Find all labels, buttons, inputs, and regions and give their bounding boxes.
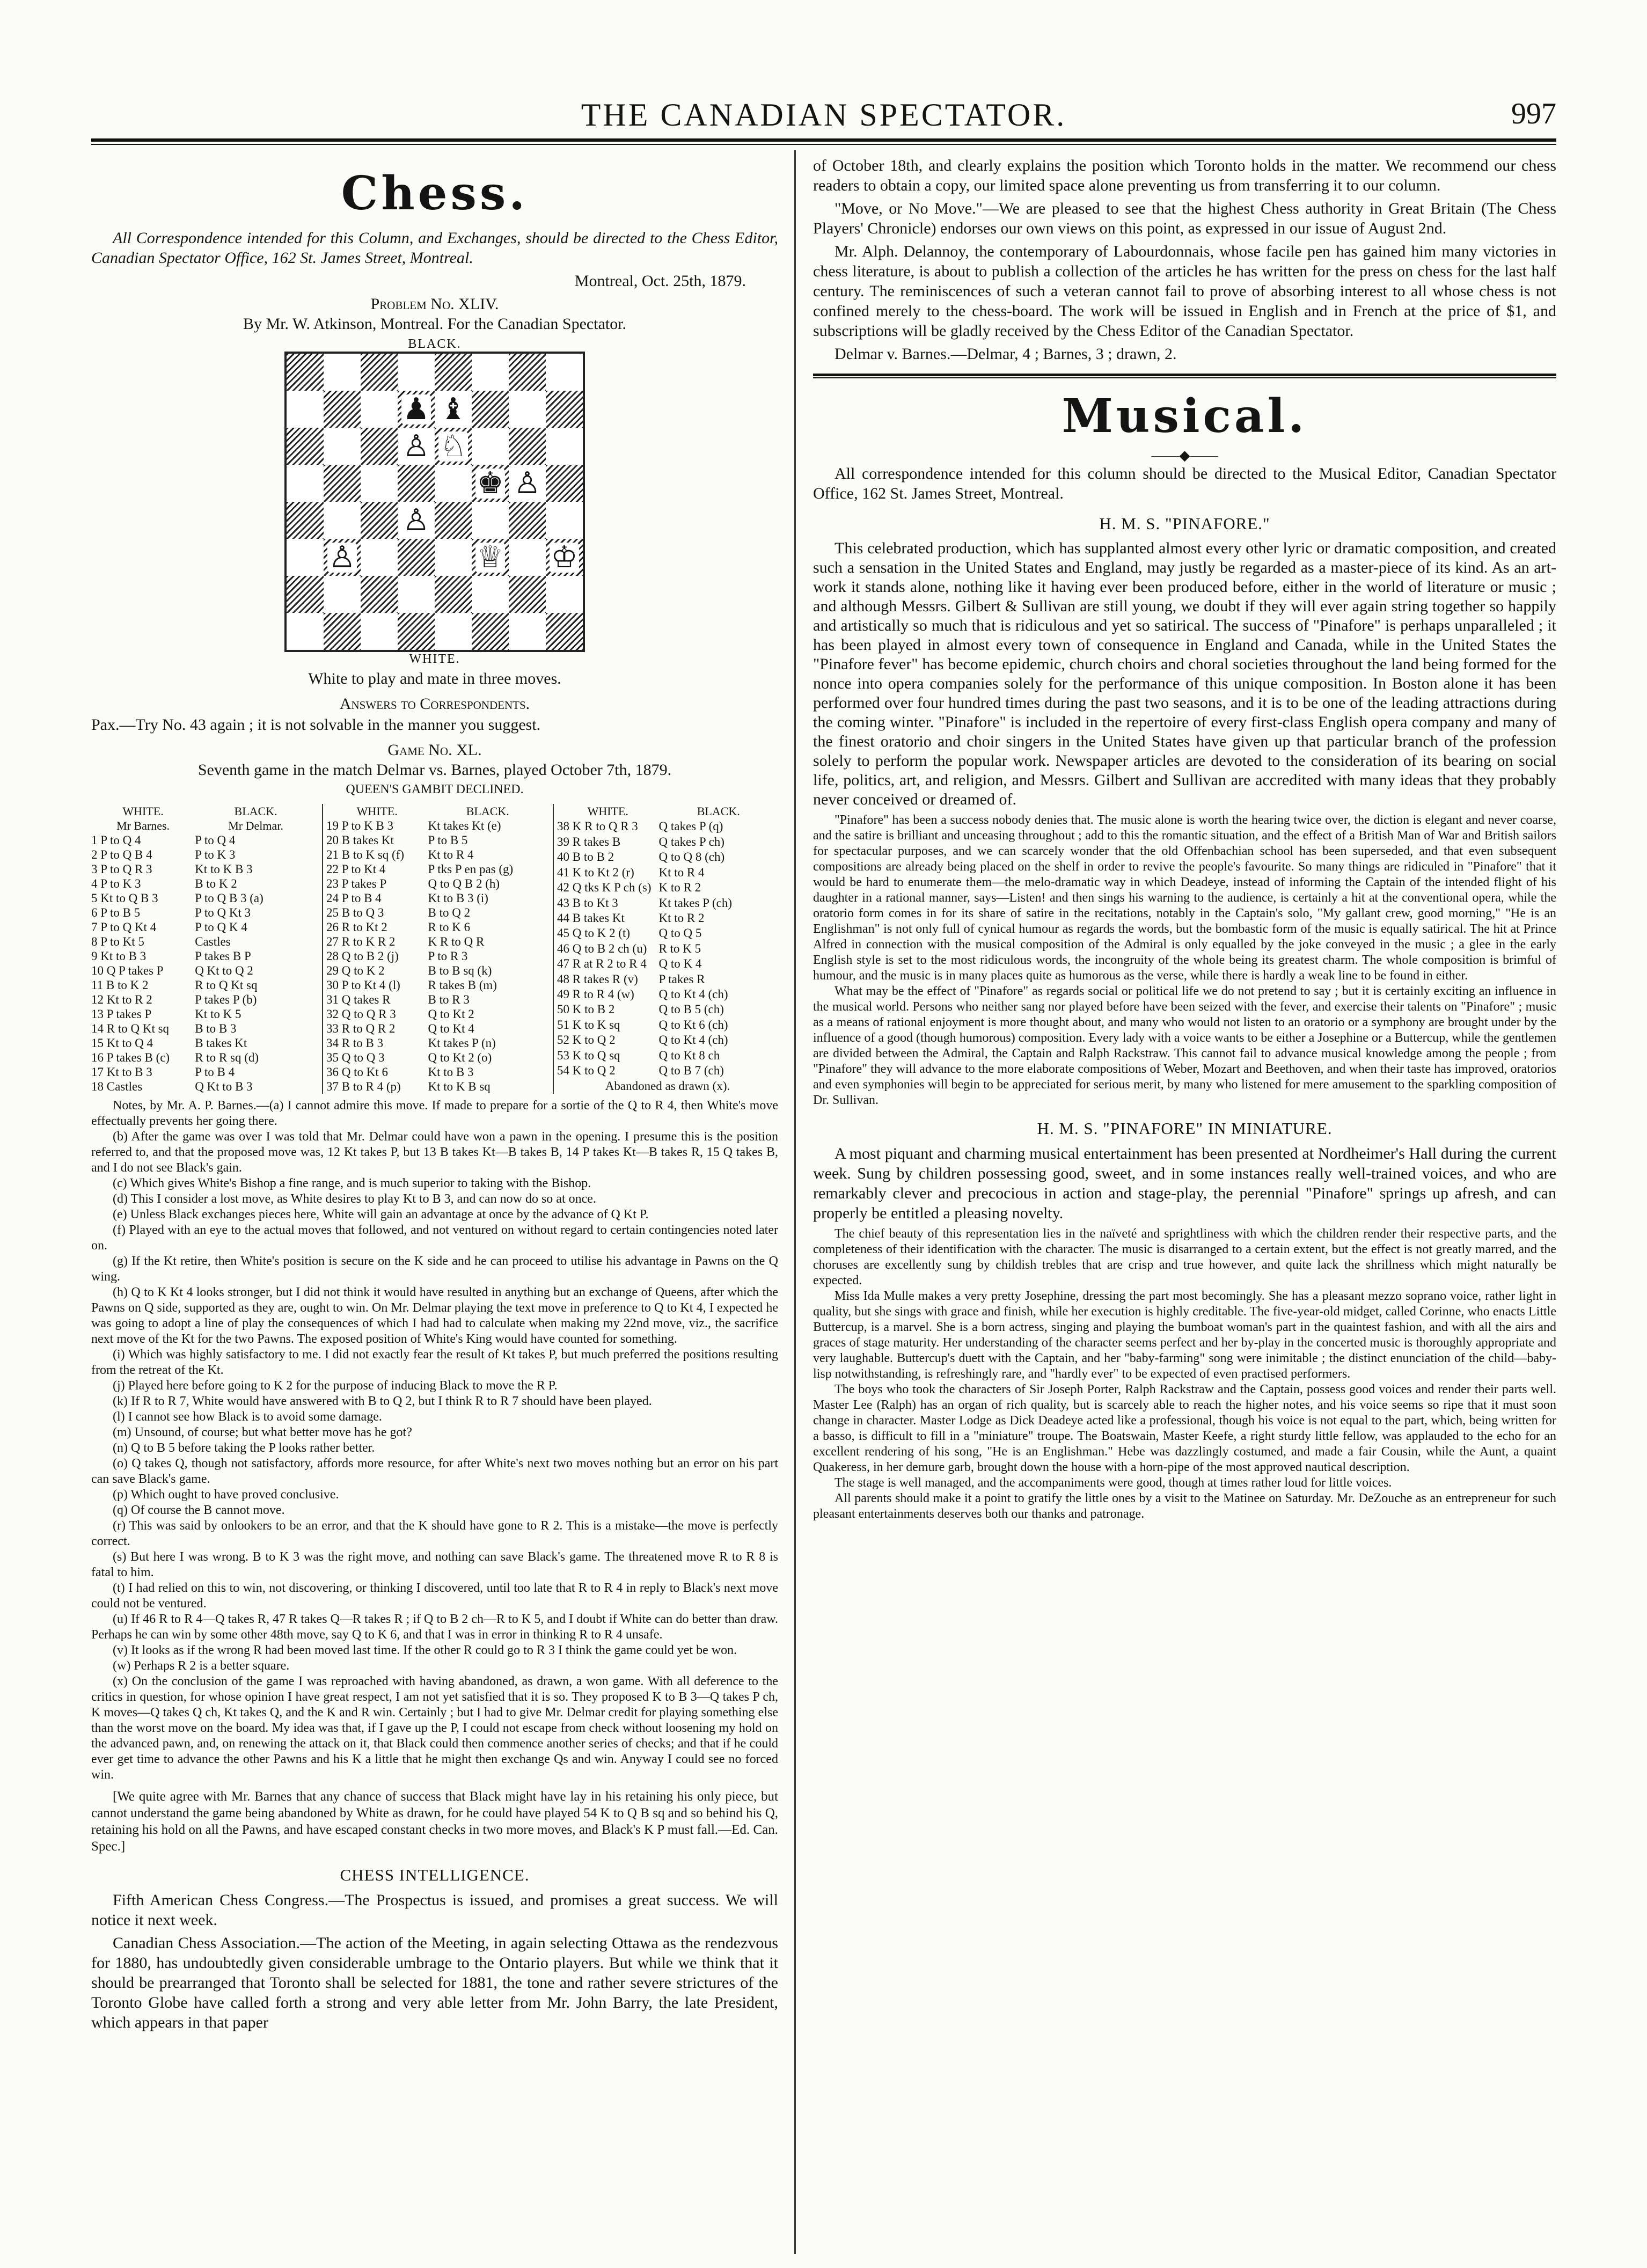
board-square [361,502,398,539]
black-move: Q to Kt 4 (ch) [658,987,728,1001]
white-move: 25 B to Q 3 [326,906,384,919]
board-square [472,354,509,391]
black-move: Q to K 4 [658,957,702,971]
board-label-black: BLACK. [408,337,462,351]
white-move: 46 Q to B 2 ch (u) [557,941,647,955]
white-player: Mr Barnes. [116,819,170,832]
black-move: P to B 4 [195,1065,235,1079]
board-square [546,391,583,428]
white-move: 42 Q tks K P ch (s) [557,881,652,895]
black-move: Kt to K B sq [428,1080,491,1093]
board-square [398,428,435,465]
white-move: 54 K to Q 2 [557,1064,616,1078]
black-move: Q takes P (q) [658,820,723,833]
white-move: 53 K to Q sq [557,1048,620,1062]
intelligence-paragraph-2: Canadian Chess Association.—The action of the Meeting, in again selecting Ottawa as the rendezvous for 1880, has undoubtedly given considerable umbrage to the Ontario players. But while we think that it should be prearranged that Toronto shall be selected for 1881, the tone and rather severe strictures of the Toronto Globe have called forth a strong and very able letter from Mr. John Barry, the late President, which appears in that paper [91,1934,778,2031]
black-move: Castles [195,935,231,948]
white-move: 28 Q to B 2 (j) [326,949,399,963]
board-square [324,428,361,465]
white-move: 2 P to Q B 4 [91,848,152,861]
white-move: 20 B takes Kt [326,833,394,847]
board-square [398,576,435,613]
game-note: (o) Q takes Q, though not satisfactory, affords more resource, for after White's next two moves nothing but an error on his part can save Black's game. [91,1457,778,1486]
game-note: Notes, by Mr. A. P. Barnes.—(a) I cannot admire this move. If made to prepare for a sortie of the Q to R 4, then White's move effectually prevents her going there. [91,1099,778,1128]
match-score: Delmar v. Barnes.—Delmar, 4 ; Barnes, 3 ; drawn, 2. [835,345,1177,363]
white-move: 7 P to Q Kt 4 [91,920,157,934]
miniature-heading: H. M. S. "PINAFORE" IN MINIATURE. [1037,1119,1333,1138]
game-note: (j) Played here before going to K 2 for the purpose of inducing Black to move the R P. [113,1379,558,1393]
white-move: 26 R to Kt 2 [326,920,387,934]
answers-text: Pax.—Try No. 43 again ; it is not solvable in the manner you suggest. [91,716,541,734]
board-square [287,576,324,613]
white-move: 18 Castles [91,1080,143,1093]
board-square [435,428,472,465]
black-move: P tks P en pas (g) [428,862,514,876]
board-square [509,465,546,502]
white-move: 30 P to Kt 4 (l) [326,978,400,992]
white-move: 32 Q to Q R 3 [326,1007,396,1021]
board-square [361,613,398,650]
board-square [287,391,324,428]
white-move: 24 P to B 4 [326,891,382,905]
game-note: (w) Perhaps R 2 is a better square. [113,1659,290,1673]
white-header: WHITE. [587,804,628,818]
white-move: 21 B to K sq (f) [326,848,405,861]
black-move: B to R 3 [428,993,470,1006]
game-note: (r) This was said by onlookers to be an error, and that the K should have gone to R 2. This is a mistake—the move is perfectly correct. [91,1519,778,1548]
white-move: 14 R to Q Kt sq [91,1022,170,1035]
board-square [287,539,324,576]
black-move: P takes P (b) [195,993,257,1006]
problem-author: By Mr. W. Atkinson, Montreal. For the Canadian Spectator. [243,315,627,333]
board-square [509,576,546,613]
white-move: 13 P takes P [91,1007,152,1021]
chess-board [284,352,585,652]
chess-piece-icon: ♙ [402,429,430,463]
white-move: 16 P takes B (c) [91,1051,170,1064]
black-move: R to R sq (d) [195,1051,259,1064]
board-square [361,354,398,391]
board-square [398,539,435,576]
board-square [435,613,472,650]
board-square [398,613,435,650]
white-move: 35 Q to Q 3 [326,1051,385,1064]
masthead [91,97,1556,134]
pinafore-heading: H. M. S. "PINAFORE." [1099,514,1270,533]
board-square [546,465,583,502]
board-square [324,502,361,539]
board-square [509,502,546,539]
board-square [398,391,435,428]
white-move: 29 Q to K 2 [326,964,385,977]
white-move: 34 R to B 3 [326,1036,384,1050]
black-move: P to Q Kt 3 [195,906,251,919]
game-note: (v) It looks as if the wrong R had been moved last time. If the other R could go to R 3 I think the game could yet be won. [113,1643,737,1657]
white-move: 9 Kt to B 3 [91,949,147,963]
white-move: 47 R at R 2 to R 4 [557,957,647,971]
black-move: Kt to K B 3 [195,862,253,876]
game-score-column [322,804,547,1094]
board-square [435,391,472,428]
board-square [398,354,435,391]
chess-piece-icon: ♙ [328,540,356,574]
masthead-rule-thin [91,144,1556,145]
board-square [287,613,324,650]
problem-caption: White to play and mate in three moves. [308,670,561,687]
board-square [472,428,509,465]
white-move: 6 P to B 5 [91,906,141,919]
delannoy-paragraph: Mr. Alph. Delannoy, the contemporary of Labourdonnais, whose facile pen has gained him many victories in chess literature, is about to publish a collection of the articles he has written for the press on chess for the last half century. The reminiscences of such a veteran cannot fail to prove of absorbing interest to all whose chess is not confined merely to the chess-board. The work will be issued in English and in French at the price of $1, and subscriptions will be gladly received by the Chess Editor of the Canadian Spectator. [813,243,1556,340]
white-move: 38 K R to Q R 3 [557,820,638,833]
white-move: 41 K to Kt 2 (r) [557,865,634,879]
game-note: (g) If the Kt retire, then White's position is secure on the K side and he can proceed to utilise his advantage in Pawns on the Q wing. [91,1254,778,1284]
ornament-icon: ——◆—— [1151,448,1218,463]
board-square [546,613,583,650]
white-move: 11 B to K 2 [91,978,149,992]
game-subtitle: Seventh game in the match Delmar vs. Barnes, played October 7th, 1879. [197,761,672,779]
board-square [324,465,361,502]
chess-dateline: Montreal, Oct. 25th, 1879. [574,272,746,290]
white-move: 1 P to Q 4 [91,833,141,847]
white-move: 15 Kt to Q 4 [91,1036,153,1050]
board-square [361,539,398,576]
white-move: 22 P to Kt 4 [326,862,386,876]
chess-piece-icon: ♕ [477,540,504,574]
game-note: (d) This I consider a lost move, as White desires to play Kt to B 3, and can now do so at once. [113,1192,596,1206]
white-header: WHITE. [122,804,164,818]
board-square [435,354,472,391]
game-note: (s) But here I was wrong. B to K 3 was the right move, and nothing can save Black's game. The threatened move R to R 8 is fatal to him. [91,1550,778,1579]
black-move: Q to Q 5 [658,926,702,940]
board-square [472,613,509,650]
white-move: 17 Kt to B 3 [91,1065,152,1079]
game-note: (m) Unsound, of course; but what better move has he got? [113,1425,412,1439]
chess-piece-icon: ♟ [402,392,430,426]
chess-continuation: of October 18th, and clearly explains the position which Toronto holds in the matter. We recommend our chess readers to obtain a copy, our limited space alone preventing us from transferring it to our column. [813,157,1556,194]
black-move: Q Kt to Q 2 [195,964,253,977]
game-notes [91,1098,778,1783]
board-square [398,502,435,539]
white-move: 19 P to K B 3 [326,819,394,832]
black-move: Q to Q B 2 (h) [428,877,500,890]
board-square [435,539,472,576]
game-note: (i) Which was highly satisfactory to me. I did not exactly fear the result of Kt takes P, but much preferred the positions resulting from the retreat of the Kt. [91,1348,778,1377]
board-square [509,539,546,576]
black-move: B takes Kt [195,1036,247,1050]
black-move: B to Q 2 [428,906,471,919]
black-move: P to B 5 [428,833,468,847]
miniature-paragraph-1: A most piquant and charming musical entertainment has been presented at Nordheimer's Hall during the current week. Sung by children possessing good, sweet, and in some instances really well-trained voices, and who are remarkably clever and precocious in action and stage-play, the perennial "Pinafore" springs up afresh, and can properly be entitled a pleasing novelty. [813,1145,1556,1222]
board-label-white: WHITE. [409,652,460,666]
chess-column [91,156,778,2036]
game-score-column [553,804,778,1094]
board-square [324,539,361,576]
board-square [361,465,398,502]
white-move: 37 B to R 4 (p) [326,1080,401,1093]
chess-piece-icon: ♙ [402,503,430,537]
chess-intelligence-heading: CHESS INTELLIGENCE. [340,1865,530,1884]
miniature-paragraph-3: Miss Ida Mulle makes a very pretty Josephine, dressing the part most becomingly. She has a pleasant mezzo soprano voice, rather light in quality, but she sings with grace and finish, while her execution is highly creditable. The five-year-old midget, called Corinne, who enacts Little Buttercup, is a marvel. She is a born actress, singing and playing the bumboat woman's part in the quaintest fashion, and with all the airs and graces of stage maturity. Her understanding of the character seems perfect and her by-play in the concerted music is thoroughly appropriate and very laughable. Buttercup's duett with the Captain, and her "baby-farming" song were inimitable ; the distinct enunciation of the child—baby-lisp notwithstanding, is refreshingly rare, and "hardly ever" to be expected of even practised performers. [813,1289,1556,1381]
game-note: (k) If R to R 7, White would have answered with B to Q 2, but I think R to R 7 should have been played. [113,1394,652,1408]
column-divider [794,150,796,2254]
pinafore-paragraph-1: This celebrated production, which has supplanted almost every other lyric or dramatic composition, and created such a sensation in the United States and England, may justly be regarded as a master-piece of its kind. As an art-work it stands alone, nothing like it having ever been produced before, either in the world of literature or music ; and although Messrs. Gilbert & Sullivan are still young, we doubt if they will ever again string together so happily and artistically so much that is ridiculous and yet so satirical. The success of "Pinafore" is perhaps unparalleled ; it has been played in almost every town of consequence in England and Canada, while in the United States the "Pinafore fever" has become epidemic, church choirs and choral societies throughout the land being formed for the nonce into opera companies solely for the performance of this unique composition. In Boston alone it has been performed over four hundred times during the past two seasons, and it is to be one of the leading attractions during the coming winter. "Pinafore" is included in the repertoire of every first-class English opera company and many of the finest oratorio and choir singers in the United States have given up that particular branch of the profession solely to perform the popular work. Newspaper articles are devoted to the consideration of its bearing on social life, politics, art, and religion, and Messrs. Gilbert and Sullivan are accredited with many ideas that they probably never conceived or dreamed of. [813,539,1556,808]
black-move: B to K 2 [195,877,237,890]
board-square [324,354,361,391]
board-square [546,502,583,539]
game-note: (b) After the game was over I was told that Mr. Delmar could have won a pawn in the opening. I presume this is the position referred to, and that the proposed move was, 12 Kt takes P, but 13 B takes Kt—B takes B, 14 P takes Kt—B takes R, 15 Q takes B, and I do not see Black's gain. [91,1130,778,1175]
black-move: Q to Kt 6 (ch) [658,1018,728,1031]
black-move: Q to B 7 (ch) [658,1064,724,1078]
black-move: Q to Kt 4 (ch) [658,1033,728,1047]
board-square [324,613,361,650]
black-move: Kt takes Kt (e) [428,819,501,832]
white-header: WHITE. [356,804,398,818]
black-move: Kt to B 3 (i) [428,891,488,905]
game-note: (q) Of course the B cannot move. [113,1503,285,1517]
chess-heading: Chess. [341,166,529,221]
game-note: (e) Unless Black exchanges pieces here, White will gain an advantage at once by the advance of Q Kt P. [113,1208,649,1221]
white-move: 45 Q to K 2 (t) [557,926,631,940]
miniature-paragraph-6: All parents should make it a point to gratify the little ones by a visit to the Matinee on Saturday. Mr. DeZouche as an entrepreneur for such pleasant entertainments deserves both our thanks and patronage. [813,1491,1556,1521]
black-move: Q takes P ch) [658,835,724,848]
masthead-rule [91,138,1556,142]
board-square [472,576,509,613]
board-square [509,391,546,428]
black-player: Mr Delmar. [228,819,283,832]
problem-title: Problem No. XLIV. [370,295,499,313]
white-move: 52 K to Q 2 [557,1033,616,1047]
game-result: Abandoned as drawn (x). [605,1079,730,1093]
black-move: K R to Q R [428,935,485,948]
musical-heading: Musical. [1062,389,1308,443]
miniature-paragraph-5: The stage is well managed, and the accompaniments were good, though at times rather loud for little voices. [835,1476,1392,1490]
board-square [287,428,324,465]
miniature-paragraph-2: The chief beauty of this representation lies in the naïveté and sprightliness with which the children render their respective parts, and the completeness of their identification with the character. The music is disarranged to a certain extent, but the effect is not greatly marred, and the choruses are excellently sung by childish trebles that are crisp and true however, and quite lack the shrillness which might naturally be expected. [813,1227,1556,1287]
chess-piece-icon: ♘ [440,429,467,463]
miniature-paragraph-4: The boys who took the characters of Sir Joseph Porter, Ralph Rackstraw and the Captain, possess good voices and render their parts well. Master Lee (Ralph) has an organ of rich quality, but is scarcely able to reach the higher notes, and his voice seems so ripe that it must soon change in character. Master Lodge as Dick Deadeye acted like a professional, though his voice is not equal to the part, which, being written for a basso, is difficult to fill in a "miniature" troupe. The Boatswain, Master Keefe, a right sturdy little fellow, was applauded to the echo for an excellent rendering of his song, "He is an Englishman." Hebe was dazzlingly costumed, and made a fair Cousin, while the Aunt, a quaint Quakeress, in her demure garb, brought down the house with a horn-pipe of the most approved nautical description. [813,1382,1556,1474]
black-move: Kt to R 4 [658,865,705,879]
black-move: R to K 6 [428,920,471,934]
game-note: (c) Which gives White's Bishop a fine range, and is much superior to taking with the Bishop. [113,1176,591,1190]
move-or-no-move-paragraph: "Move, or No Move."—We are pleased to see that the highest Chess authority in Great Britain (The Chess Players' Chronicle) endorses our own views on this point, as expressed in our issue of August 2nd. [813,200,1556,237]
chess-piece-icon: ♙ [514,466,541,500]
black-header: BLACK. [697,804,740,818]
black-move: P takes B P [195,949,251,963]
board-square [509,428,546,465]
black-move: B to B sq (k) [428,964,492,977]
board-square [509,613,546,650]
board-square [435,465,472,502]
white-move: 40 B to B 2 [557,850,614,864]
black-move: Kt to K 5 [195,1007,241,1021]
black-move: Q Kt to B 3 [195,1080,253,1093]
black-move: Q to Kt 2 [428,1007,474,1021]
board-square [472,391,509,428]
board-square [324,391,361,428]
white-move: 5 Kt to Q B 3 [91,891,158,905]
board-square [361,428,398,465]
black-move: B to B 3 [195,1022,237,1035]
chess-correspondence-note: All Correspondence intended for this Column, and Exchanges, should be directed to the Chess Editor, Canadian Spectator Office, 162 St. James Street, Montreal. [91,229,778,267]
white-move: 8 P to Kt 5 [91,935,144,948]
white-move: 49 R to R 4 (w) [557,987,634,1001]
board-square [287,354,324,391]
editor-note: [We quite agree with Mr. Barnes that any chance of success that Black might have lay in his retaining his only piece, but cannot understand the game being abandoned by White as drawn, for he could have played 54 K to Q B sq and so behind his Q, retaining his hold on all the Pawns, and have escaped constant checks in two more moves, and Black's K P must fall.—Ed. Can. Spec.] [91,1789,778,1854]
black-move: P takes R [658,972,705,986]
board-square [472,539,509,576]
board-square [435,502,472,539]
board-square [546,354,583,391]
black-move: Q to Kt 8 ch [658,1048,720,1062]
black-move: Q to Q 8 (ch) [658,850,725,864]
white-move: 23 P takes P [326,877,387,890]
white-move: 50 K to B 2 [557,1003,615,1016]
black-move: Kt to R 2 [658,911,705,925]
black-move: P to R 3 [428,949,468,963]
answers-heading: Answers to Correspondents. [339,695,530,713]
white-move: 43 B to Kt 3 [557,896,618,910]
game-note: (n) Q to B 5 before taking the P looks rather better. [113,1441,375,1455]
chess-piece-icon: ♚ [477,466,504,500]
black-move: Q to Kt 2 (o) [428,1051,492,1064]
game-title: Game No. XL. [387,741,482,759]
black-move: R to Q Kt sq [195,978,258,992]
black-move: P to Q 4 [195,833,236,847]
board-square [546,428,583,465]
game-note: (t) I had relied on this to win, not discovering, or thinking I discovered, until too late that R to R 4 in reply to Black's next move could not be ventured. [91,1581,778,1611]
section-rule [813,374,1556,376]
black-move: Kt takes P (n) [428,1036,496,1050]
white-move: 4 P to K 3 [91,877,141,890]
chess-piece-icon: ♔ [551,540,578,574]
white-move: 44 B takes Kt [557,911,625,925]
black-move: P to K 3 [195,848,236,861]
board-square [398,465,435,502]
black-move: Kt to R 4 [428,848,474,861]
board-square [287,502,324,539]
white-move: 36 Q to Kt 6 [326,1065,388,1079]
board-square [435,576,472,613]
newspaper-title: THE CANADIAN SPECTATOR. [581,97,1067,133]
black-move: R takes B (m) [428,978,497,992]
game-note: (f) Played with an eye to the actual moves that followed, and not ventured on without regard to certain contingencies noted later on. [91,1223,778,1253]
white-move: 31 Q takes R [326,993,391,1006]
black-move: Q to Kt 4 [428,1022,474,1035]
section-rule-thin [813,377,1556,378]
black-move: P to Q K 4 [195,920,247,934]
game-note: (h) Q to K Kt 4 looks stronger, but I did not think it would have resulted in anything but an exchange of Queens, after which the Pawns on Q side, supported as they are, ought to win. On Mr. Delmar playing the text move in preference to Q to Kt 4, I expected he was going to adopt a line of play the consequences of which I had had to calculate when making my 22nd move, viz., the sacrifice next move of the Kt for the two Pawns. The exposed position of White's King would have counted for something. [91,1285,778,1346]
game-opening: QUEEN'S GAMBIT DECLINED. [346,782,524,796]
board-square [472,502,509,539]
game-score-table [91,804,778,1094]
white-move: 51 K to K sq [557,1018,620,1031]
game-note: (l) I cannot see how Black is to avoid some damage. [113,1410,382,1424]
white-move: 48 R takes R (v) [557,972,638,986]
board-square [324,576,361,613]
white-move: 27 R to K R 2 [326,935,396,948]
white-move: 12 Kt to R 2 [91,993,152,1006]
white-move: 33 R to Q R 2 [326,1022,396,1035]
board-square [361,391,398,428]
game-note: (x) On the conclusion of the game I was reproached with having abandoned, as drawn, a won game. With all deference to the critics in question, for whose opinion I have great respect, I am not yet satisfied that it is so. They proposed K to B 3—Q takes P ch, K moves—Q takes Q ch, Kt takes Q, and the K and R win. Certainly ; but I had to give Mr. Delmar credit for playing something else than the worst move on the board. My idea was that, if I gave up the P, I could not escape from check without loosening my hold on the advanced pawn, and, on renewing the attack on it, that Black could then commence another series of checks; and that if he could ever get time to advance the other Pawns and his K a little that he might then exchange Qs and win. Anyway I could see no forced win. [91,1674,778,1782]
chess-problem-diagram [284,337,585,667]
white-move: 3 P to Q R 3 [91,862,152,876]
board-square [361,576,398,613]
black-move: Q to B 5 (ch) [658,1003,724,1016]
board-square [509,354,546,391]
game-score-column [91,804,317,1094]
white-move: 10 Q P takes P [91,964,164,977]
board-square [546,576,583,613]
game-note: (p) Which ought to have proved conclusive. [113,1488,339,1502]
black-header: BLACK. [466,804,509,818]
board-square [287,465,324,502]
black-move: Kt to B 3 [428,1065,474,1079]
white-move: 39 R takes B [557,835,621,848]
black-move: R to K 5 [658,941,701,955]
intelligence-paragraph-1: Fifth American Chess Congress.—The Prospectus is issued, and promises a great success. We will notice it next week. [91,1891,778,1929]
pinafore-paragraph-3: What may be the effect of "Pinafore" as regards social or political life we do not pretend to say ; but it is certainly exciting an influence in the musical world. Persons who neither sang nor played before have been seized with the fever, and exercise their talents on "Pinafore" ; music as a means of rational enjoyment is more thought about, and many who would not listen to an oratorio or a symphony are brought under by the influence of a good (though humorous) composition. Every lady with a voice wants to be either a Josephine or a Buttercup, while the gentlemen are divided between the Admiral, the Captain and Ralph Rackstraw. This cannot fail to advance musical knowledge among the people ; from "Pinafore" they will advance to the more elaborate compositions of Weber, Mozart and Beethoven, and when their taste has improved, oratorios and even symphonies will begin to be appreciated for serious merit, by many who listened for mere amusement to the sparkling composition of Dr. Sullivan. [813,984,1556,1107]
game-note: (u) If 46 R to R 4—Q takes R, 47 R takes Q—R takes R ; if Q to B 2 ch—R to K 5, and I doubt if White can do better than draw. Perhaps he can win by some other 48th move, say Q to K 6, and that I was in error in thinking R to R 4 unsafe. [91,1612,778,1642]
black-move: P to Q B 3 (a) [195,891,263,905]
board-square [546,539,583,576]
board-square [472,465,509,502]
chess-piece-icon: ♝ [440,392,467,426]
page-number: 997 [1511,97,1556,130]
musical-correspondence-note: All correspondence intended for this column should be directed to the Musical Editor, Canadian Spectator Office, 162 St. James Street, Montreal. [813,465,1556,502]
pinafore-paragraph-2: "Pinafore" has been a success nobody denies that. The music alone is worth the hearing twice over, the diction is elegant and never coarse, and the satire is brilliant and unceasing throughout ; add to this the romantic situation, and the effect of a British Man of War and British sailors for spectacular purposes, and we can scarcely wonder that the old Offenbachian school has been superseded, and that even subsequent compositions are already being placed on the shelf in order to revive the people's favourite. So many things are ridiculed in "Pinafore" that it would be hard to enumerate them—the melo-dramatic way in which Deadeye, instead of informing the Captain of the intended flight of his daughter in a rational manner, says—Listen! and then sings his warning to the audience, is certainly a hit at the conventional opera, while the oratorio form comes in for its share of satire in the recitations, notably in the Captain's solo, "My gallant crew, good morning," "He is an Englishman" is not only full of cynical humour as regards the words, but the bombastic form of the music is equally satirical. The hit at Prince Alfred in connection with the musical composition of the Admiral is only equalled by the joke conveyed in the music ; a glee in the early English style is set to the most ridiculous words, the incongruity of the whole being its greatest charm. The whole composition is brimful of humour, and the music is in many places quite as humorous as the verse, while there is hardly a weak line to be found in either. [813,813,1556,983]
black-move: K to R 2 [658,881,701,895]
right-column [813,156,1556,1522]
black-move: Kt takes P (ch) [658,896,732,910]
black-header: BLACK. [234,804,277,818]
